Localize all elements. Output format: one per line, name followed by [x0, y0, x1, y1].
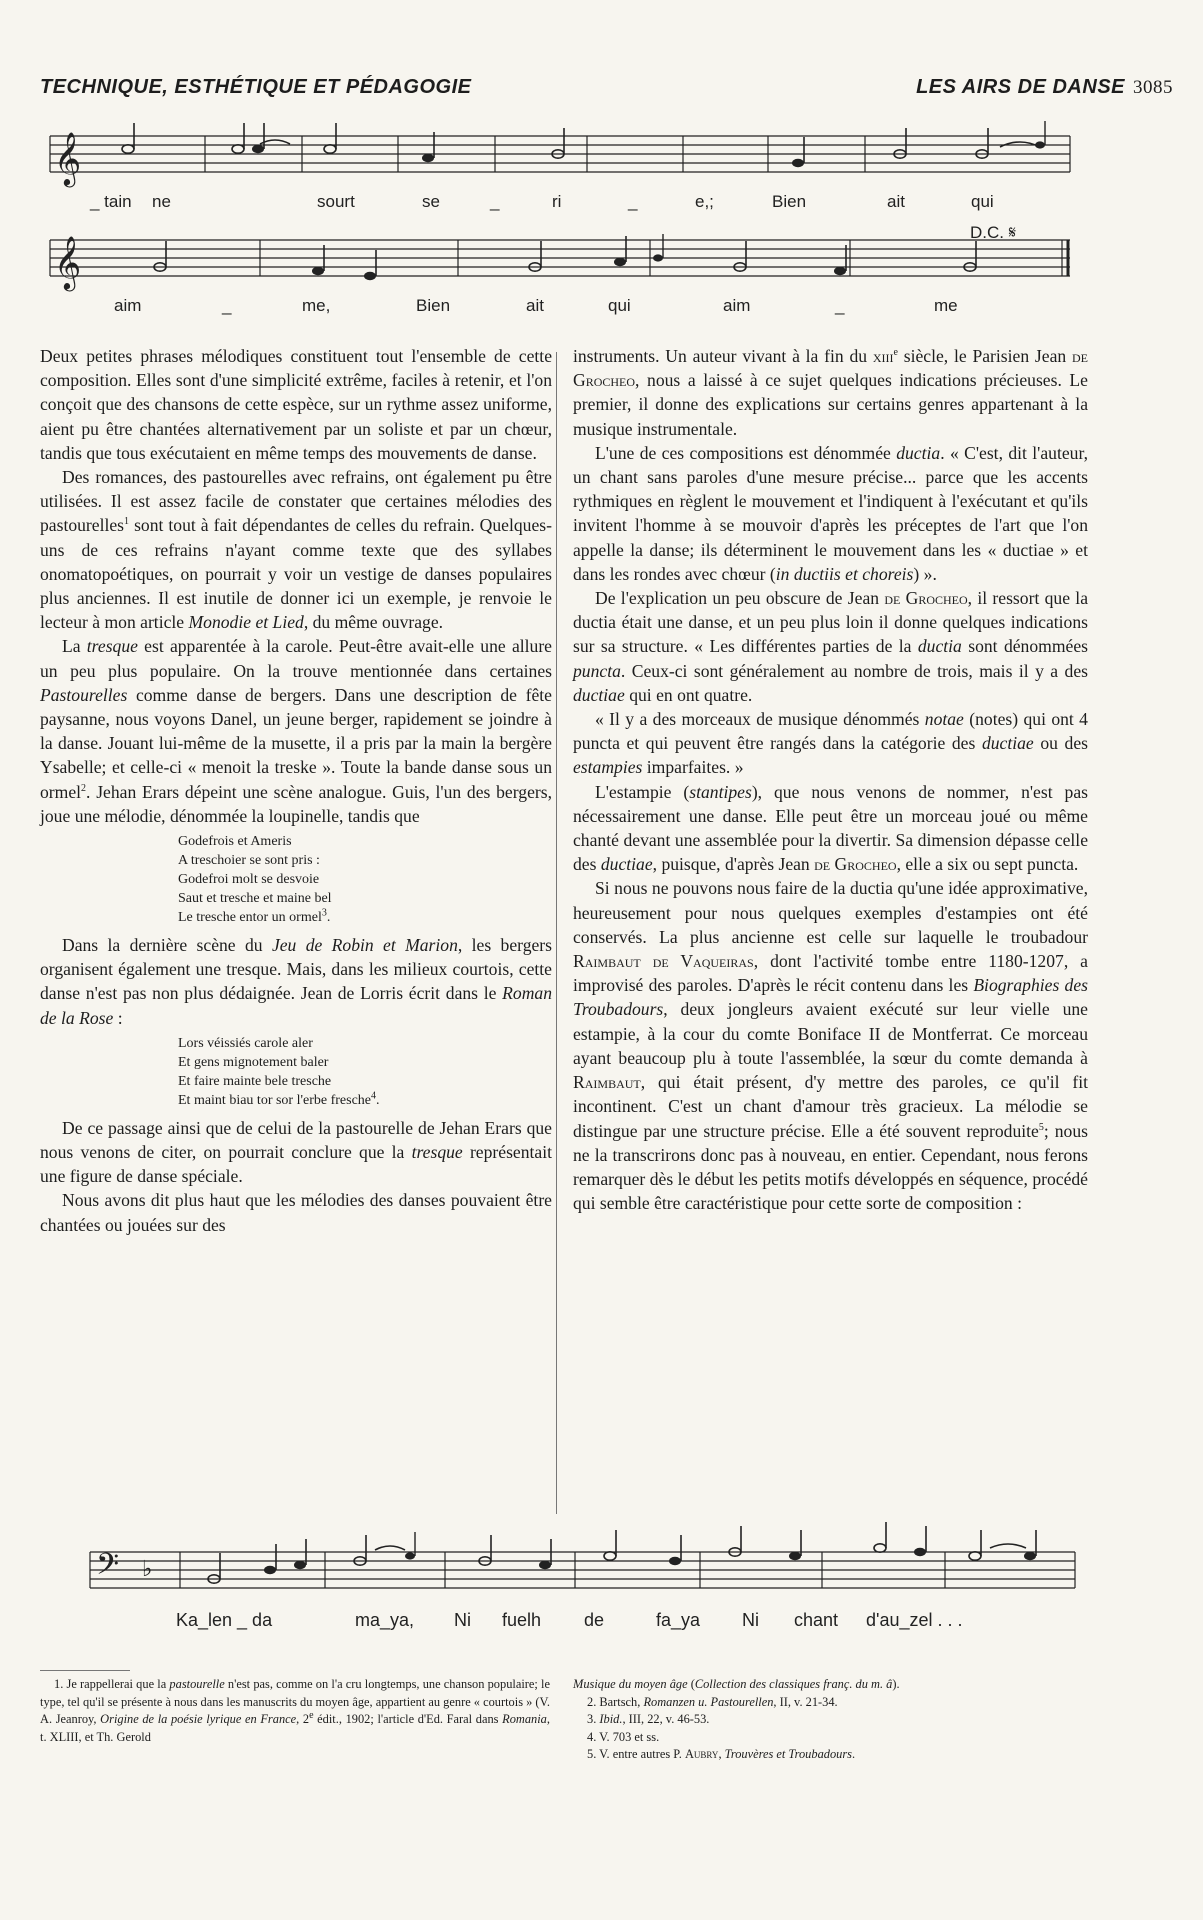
paragraph: Deux petites phrases mélodiques constituent tout l'ensemble de cette composition. Elles sont d'une simplicité extrême, faciles à retenir, et l'on conçoit que des chansons de cette espèce, sur un rythme assez uniforme, aient pu être chantées alternativement par un soliste et par un chœur, tandis que tous exécutaient en même temps des mouvements de danse.: [40, 346, 552, 463]
paragraph: « Il y a des morceaux de musique dénommés notae (notes) qui ont 4 puncta et qui peuvent être rangés dans la catégorie des ductiae ou des estampies imparfaites. »: [573, 709, 1089, 778]
music-1-lyrics-line-1: _ tain ne sourt se _ ri _ e,; Bien ait qui: [90, 192, 994, 211]
right-column: [573, 344, 1088, 1215]
music-staff-2: [50, 223, 1075, 289]
music-staff-1: [50, 130, 1075, 185]
da-capo-mark: D.C. 𝄋: [970, 223, 1017, 242]
paragraph: Des romances, des pastourelles avec refrains, ont également pu être utilisées. Il est assez facile de constater que certaines mélodies des pastourelles$^1$ sont tout à fait dépendantes de celles du refrain. Quelques-uns de ces refrains n'ayant comme texte que des syllabes onomatopoétiques, on pourrait y voir un vestige de danses populaires plus anciennes. Il est inutile de donner ici un exemple, je renvoie le lecteur à mon article Monodie et Lied, du même ouvrage.: [40, 467, 552, 633]
note-quarter: [252, 145, 264, 153]
footnote-1-continued: Musique du moyen âge (Collection des classiques franç. du m. â).: [573, 1677, 900, 1691]
footnote-1: 1. Je rappellerai que la pastourelle n'est pas, comme on l'a cru longtemps, une chanson populaire; le type, tel qu'il se présente à nous dans les manuscrits du moyen âge, appartient au genre « courtois » (V. A. Jeanroy, Origine de la poésie lyrique en France, 2e édit., 1902; l'article d'Ed. Faral dans Romania, t. XLIII, et Th. Gerold: [40, 1677, 550, 1744]
verse-quote: Godefrois et Ameris A treschoier se sont pris : Godefroi molt se desvoie Saut et tresche et maine bel Le tresche entor un ormel$^3$.: [178, 834, 332, 926]
note-eighth: [1035, 141, 1045, 148]
footnotes-left: [40, 1676, 550, 1746]
note-quarter: [792, 159, 804, 167]
footnote-2: 2. Bartsch, Romanzen u. Pastourellen, II, v. 21-34.: [587, 1694, 838, 1709]
music-1-lyrics-line-2: aim _ me, Bien ait qui aim _ me: [114, 296, 958, 315]
column-divider: [556, 352, 557, 1514]
footnote-3: 3. Ibid., III, 22, v. 46-53.: [587, 1712, 710, 1727]
verse-quote: Lors véissiés carole aler Et gens mignotement baler Et faire mainte bele tresche Et maint biau tor sor l'erbe fresche$^4$.: [178, 1035, 380, 1108]
footnote-4: 4. V. 703 et ss.: [587, 1729, 660, 1744]
paragraph: instruments. Un auteur vivant à la fin du xiii$^e$ siècle, le Parisien Jean de Grocheo, nous a laissé à ce sujet quelques indications précieuses. Le premier, il donne des explications sur certains genres appartenant à la musique instrumentale.: [573, 346, 1088, 439]
paragraph: L'une de ces compositions est dénommée ductia. « C'est, dit l'auteur, un chant sans paroles d'une mesure précise... parce que les accents rythmiques en règlent le mouvement et l'indiquent à l'exécutant et qu'ils invitent l'homme à se mouvoir d'après les préceptes de l'art que l'on appelle la danse; ils déterminent le mouvement dans les « ductiae » et dans les rondes avec chœur (in ductiis et choreis) ».: [573, 442, 1089, 584]
music-2-lyrics: Ka_len _ da ma_ya, Ni fuelh de fa_ya Ni chant d'au_zel . . .: [176, 1610, 963, 1630]
left-column: [40, 344, 552, 1237]
running-header: [40, 76, 1173, 102]
note-half: [122, 145, 134, 153]
paragraph: De l'explication un peu obscure de Jean de Grocheo, il ressort que la ductia était une danse, et un peu plus loin il donne quelques indications sur sa structure. « Les différentes parties de la ductia sont dénommées puncta. Ceux-ci sont généralement au nombre de trois, mais il y a des ductiae qui en ont quatre.: [573, 588, 1089, 705]
header-section-title: TECHNIQUE, ESTHÉTIQUE ET PÉDAGOGIE: [40, 76, 472, 98]
paragraph: L'estampie (stantipes), que nous venons de nommer, n'est pas nécessairement une danse. Elle peut être un morceau joué ou même chanté devant une assemblée pour la divertir. Sa dimension dépasse celle des ductiae, puisque, d'après Jean de Grocheo, elle a six ou sept puncta.: [573, 781, 1088, 875]
paragraph: Si nous ne pouvons nous faire de la ductia qu'une idée approximative, heureusement pour nous quelques exemples d'estampies ont été conservés. La plus ancienne est celle sur laquelle le troubadour Raimbaut de Vaqueiras, dont l'activité tombe entre 1180-1207, a improvisé des paroles. D'après le récit contenu dans les Biographies des Troubadours, deux jongleurs avaient exécuté sur leur vielle une estampie, à la cour du comte Boniface II de Montferrat. Ce morceau ayant beaucoup plu à toute l'assemblée, la sœur du comte demanda à Raimbaut, qui était présent, d'y mettre des paroles, ce qu'il fit incontinent. C'est un chant d'amour très gracieux. La mélodie se distingue par une structure précise. Elle a été souvent reproduite$^5$; nous ne la transcrirons donc pas à nouveau, en entier. Cependant, nous ferons remarquer dès le début les petits motifs développés en séquence, procédé qui semble être caractéristique pour cette sorte de composition :: [573, 878, 1088, 1214]
paragraph: De ce passage ainsi que de celui de la pastourelle de Jehan Erars que nous venons de citer, on pourrait conclure que la tresque représentait une figure de danse spéciale.: [40, 1117, 552, 1187]
svg-text:𝄢: 𝄢: [96, 1548, 120, 1589]
footnote-5: 5. V. entre autres P. Aubry, Trouvères et Troubadours.: [587, 1747, 856, 1762]
note-quarter: [422, 154, 434, 162]
header-chapter-title: LES AIRS DE DANSE: [916, 76, 1125, 98]
svg-text:𝄞: 𝄞: [54, 235, 82, 289]
paragraph: Dans la dernière scène du Jeu de Robin et Marion, les bergers organisent également une tresque. Mais, dans les milieux courtois, cette danse n'est pas non plus dédaignée. Jean de Lorris écrit dans le Roman de la Rose :: [40, 935, 553, 1028]
page-number: 3085: [1133, 77, 1173, 98]
paragraph: Nous avons dit plus haut que les mélodies des danses pouvaient être chantées ou jouées sur des: [40, 1190, 552, 1235]
footnote-rule: [40, 1670, 130, 1671]
music-staff-3: [90, 1546, 1080, 1596]
svg-text:𝄞: 𝄞: [54, 131, 82, 185]
svg-text:♭: ♭: [142, 1557, 153, 1582]
note-half: [324, 145, 336, 153]
paragraph: La tresque est apparentée à la carole. Peut-être avait-elle une allure un peu plus populaire. On la trouve mentionnée dans certaines Pastourelles comme danse de bergers. Dans une description de fête paysanne, nous voyons Danel, un jeune berger, rapidement se joindre à la danse. Jouant lui-même de la musette, il a pris par la main la bergère Ysabelle; et celle-ci « menoit la treske ». Toute la bande danse sous un ormel$^2$. Jehan Erars dépeint une scène analogue. Guis, l'un des bergers, joue une mélodie, dénommée la loupinelle, tandis que: [40, 636, 552, 826]
note-half: [232, 145, 244, 153]
footnotes-right: [573, 1676, 1088, 1764]
